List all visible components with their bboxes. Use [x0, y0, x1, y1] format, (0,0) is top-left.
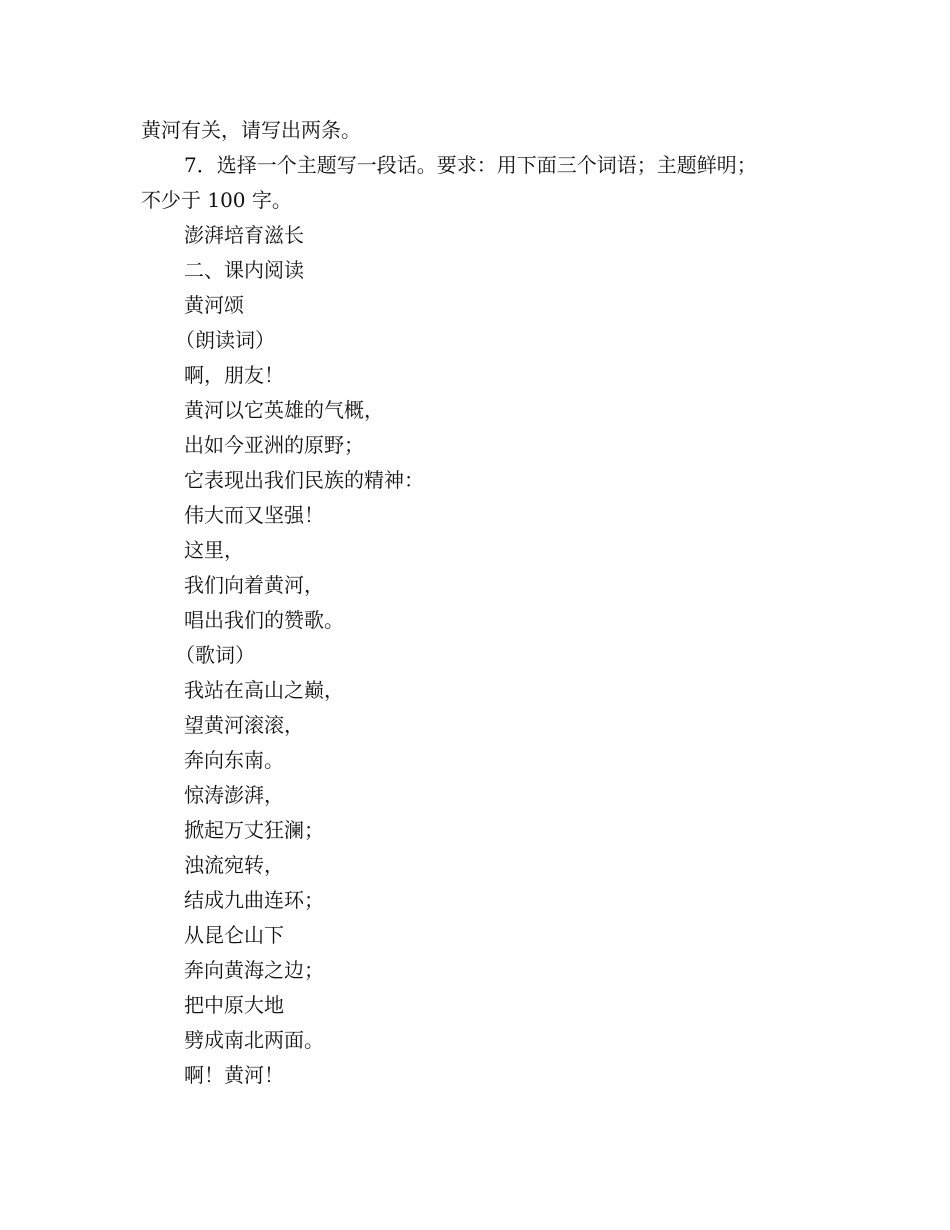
poem-line: 唱出我们的赞歌。	[184, 608, 344, 632]
poem-line: 结成九曲连环；	[184, 888, 324, 912]
poem-line: 啊！黄河！	[184, 1063, 284, 1087]
poem-line: 黄河以它英雄的气概，	[184, 398, 384, 422]
poem-line: 出如今亚洲的原野；	[184, 433, 364, 457]
document-body	[141, 113, 821, 1093]
poem-line: 惊涛澎湃，	[184, 783, 284, 807]
poem-line: 奔向东南。	[184, 748, 284, 772]
poem-line: 啊，朋友！	[184, 363, 284, 387]
question-7-prompt-continuation: 不少于 100 字。	[141, 188, 292, 212]
poem-title: 黄河颂	[184, 293, 244, 317]
poem-line: 伟大而又坚强！	[184, 503, 324, 527]
poem-line: 掀起万丈狂澜；	[184, 818, 324, 842]
poem-line: 浊流宛转，	[184, 853, 284, 877]
poem-line: 我们向着黄河，	[184, 573, 324, 597]
poem-line: 望黄河滚滚，	[184, 713, 304, 737]
poem-line: 这里，	[184, 538, 244, 562]
poem-line: 奔向黄海之边；	[184, 958, 324, 982]
poem-part-label-lyrics: （歌词）	[175, 643, 255, 667]
poem-line: 劈成南北两面。	[184, 1028, 324, 1052]
question-6-continuation: 黄河有关，请写出两条。	[141, 118, 361, 142]
poem-part-label-recitation: （朗读词）	[175, 328, 275, 352]
poem-line: 它表现出我们民族的精神：	[184, 468, 424, 492]
required-words: 澎湃培育滋长	[184, 223, 304, 247]
poem-line: 我站在高山之巅，	[184, 678, 344, 702]
section-heading: 二、课内阅读	[184, 258, 304, 282]
poem-line: 从昆仑山下	[184, 923, 284, 947]
poem-line: 把中原大地	[184, 993, 284, 1017]
question-7-prompt: 7．选择一个主题写一段话。要求：用下面三个词语；主题鲜明；	[184, 153, 757, 177]
